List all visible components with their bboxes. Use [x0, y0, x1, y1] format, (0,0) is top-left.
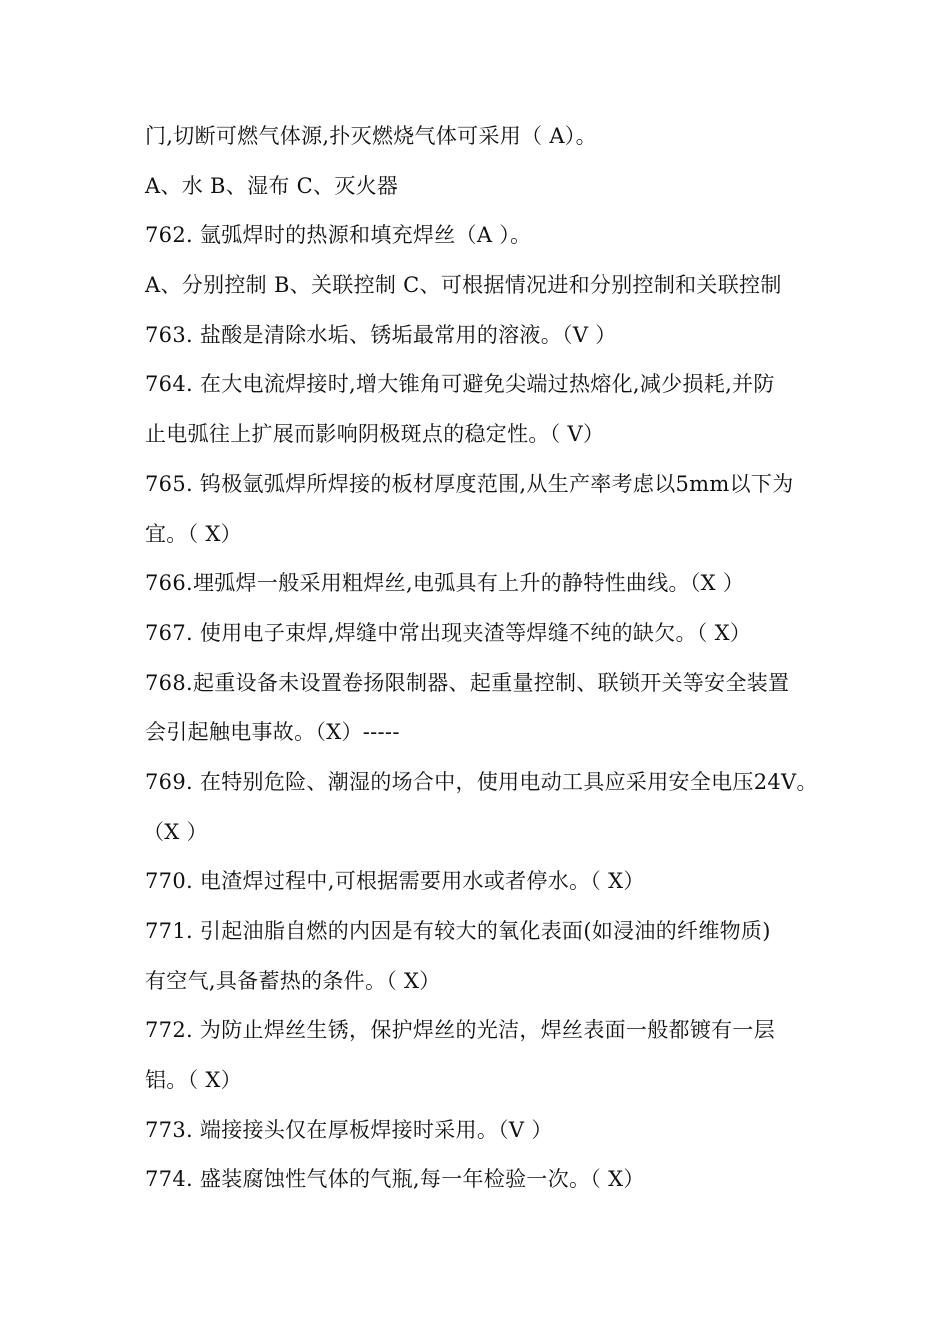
question-line: 763. 盐酸是清除水垢、锈垢最常用的溶液。（V ） — [145, 322, 617, 347]
question-line: 774. 盛装腐蚀性气体的气瓶,每一年检验一次。（ X） — [145, 1167, 645, 1192]
document-body — [145, 116, 825, 1209]
question-line: 765. 钨极氩弧焊所焊接的板材厚度范围,从生产率考虑以5mm以下为 — [145, 471, 794, 496]
text-line: （X ） — [143, 819, 208, 844]
text-line: 宜。（ X） — [145, 521, 242, 546]
question-line: 772. 为防止焊丝生锈，保护焊丝的光洁，焊丝表面一般都镀有一层 — [145, 1018, 776, 1043]
text-line: 门,切断可燃气体源,扑灭燃烧气体可采用（ A）。 — [145, 124, 597, 148]
question-line: 764. 在大电流焊接时,增大锥角可避免尖端过热熔化,减少损耗,并防 — [145, 372, 775, 397]
text-line: 有空气,具备蓄热的条件。（ X） — [145, 968, 441, 993]
text-line: A、水 B、湿布 C、灭火器 — [145, 173, 399, 198]
question-line: 766.埋弧焊一般采用粗焊丝,电弧具有上升的静特性曲线。（X ） — [145, 571, 745, 596]
question-line: 770. 电渣焊过程中,可根据需要用水或者停水。（ X） — [145, 869, 645, 894]
text-line: 会引起触电事故。（X）----- — [145, 720, 400, 745]
text-line: A、分别控制 B、关联控制 C、可根据情况进和分别控制和关联控制 — [145, 273, 782, 298]
question-line: 767. 使用电子束焊,焊缝中常出现夹渣等焊缝不纯的缺欠。（ X） — [145, 620, 752, 645]
question-line: 762. 氩弧焊时的热源和填充焊丝（A ）。 — [145, 223, 532, 248]
question-line: 771. 引起油脂自燃的内因是有较大的氧化表面(如浸油的纤维物质) — [145, 919, 771, 943]
text-line: 止电弧往上扩展而影响阴极斑点的稳定性。（ V） — [145, 422, 605, 447]
question-line: 768.起重设备未设置卷扬限制器、起重量控制、联锁开关等安全装置 — [145, 670, 790, 695]
question-line: 769. 在特别危险、潮湿的场合中，使用电动工具应采用安全电压24V。 — [145, 769, 818, 794]
text-line: 铝。（ X） — [145, 1068, 242, 1093]
question-line: 773. 端接接头仅在厚板焊接时采用。（V ） — [145, 1117, 553, 1142]
